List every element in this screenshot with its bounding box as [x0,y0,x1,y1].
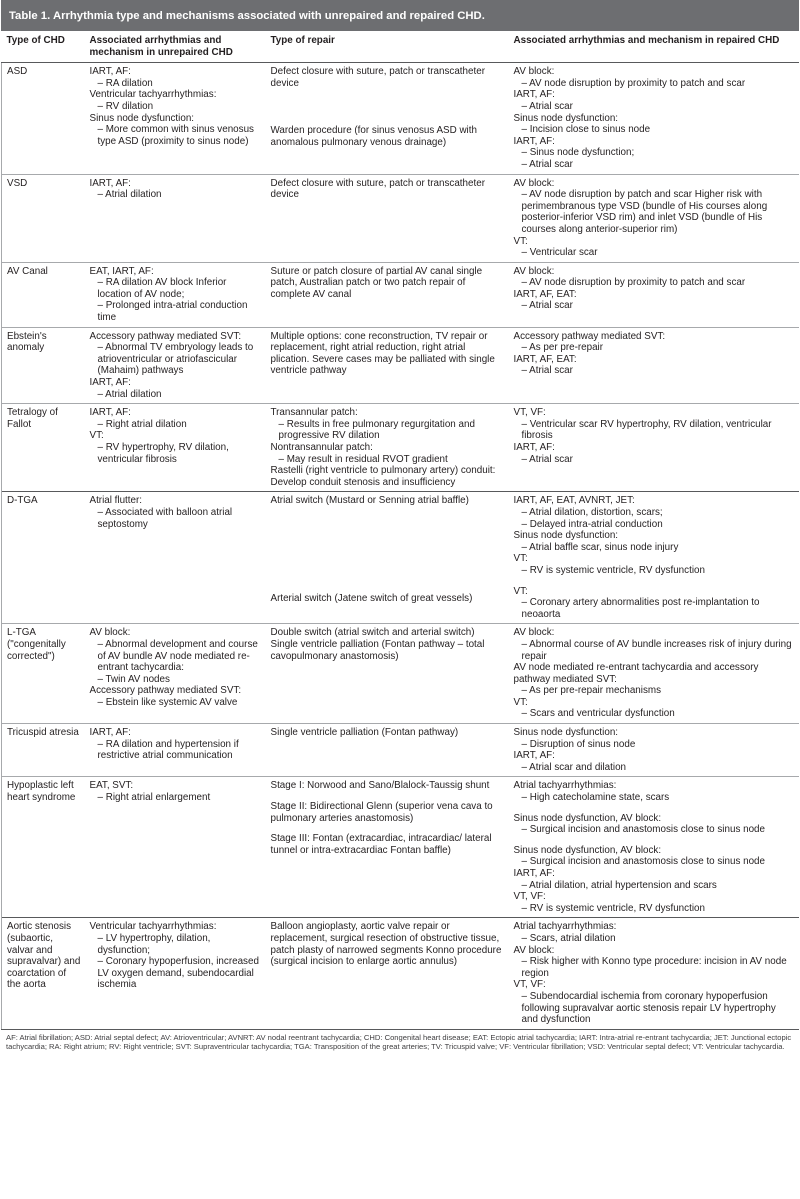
table-row [2,624,799,724]
cell-line: Rastelli (right ventricle to pulmonary artery) conduit: [270,465,496,477]
cell-line: – Atrial baffle scar, sinus node injury [521,541,679,553]
cell-line: – RV hypertrophy, RV dilation, ventricular fibrosis [97,442,229,465]
cell-line: – Surgical incision and anastomosis close to sinus node [521,824,765,836]
cell-unrepaired [85,262,266,327]
table-row [2,262,799,327]
table-row [2,327,799,404]
cell-line: IART, AF: [89,407,131,419]
cell-unrepaired [85,724,266,777]
cell-type: Aortic stenosis (subaortic, valvar and supravalvar) and coarctation of the aorta [2,918,85,1029]
cell-line: – Atrial scar [521,100,573,112]
cell-line: Warden procedure (for sinus venosus ASD with anomalous pulmonary venous drainage) [270,125,477,148]
cell-line: AV node mediated re-entrant tachycardia and accessory pathway mediated SVT: [513,662,759,685]
cell-type: AV Canal [2,262,85,327]
cell-line: AV block: [513,627,555,639]
table-caption: Table 1. Arrhythmia type and mechanisms associated with unrepaired and repaired CHD. [1,0,799,31]
cell-repaired [509,724,799,777]
cell-line: – Atrial scar [521,453,573,465]
cell-line: – AV node disruption by proximity to patch and scar [521,277,746,289]
cell-line: – Results in free pulmonary regurgitation and progressive RV dilation [278,418,475,442]
cell-repair [266,492,509,624]
cell-line: – High catecholamine state, scars [521,792,670,804]
cell-line: Atrial tachyarrhythmias: [513,780,617,792]
cell-line: – Disruption of sinus node [521,738,636,750]
cell-line: – Atrial scar and dilation [521,761,627,773]
cell-repaired [509,404,799,492]
cell-repaired [509,918,799,1029]
cell-type: VSD [2,174,85,262]
cell-line: IART, AF, EAT: [513,288,577,300]
cell-repaired [509,492,799,624]
cell-type: Ebstein's anomaly [2,327,85,404]
cell-line: – RA dilation AV block Inferior location of AV node; [97,277,227,300]
cell-line: VT: [513,553,528,565]
cell-line: Stage III: Fontan (extracardiac, intracardiac/ lateral tunnel or intra-extracardiac Fontan baffle) [270,833,492,856]
cell-line: IART, AF, EAT, AVNRT, JET: [513,495,635,507]
cell-unrepaired [85,624,266,724]
cell-unrepaired [85,404,266,492]
cell-line: AV block: [513,265,555,277]
cell-line: Accessory pathway mediated SVT: [89,330,242,342]
cell-unrepaired [85,492,266,624]
cell-line: Sinus node dysfunction, AV block: [513,812,662,824]
cell-line: – Atrial scar [521,158,573,170]
cell-line: Sinus node dysfunction: [513,112,619,124]
cell-line: IART, AF: [513,750,555,762]
cell-line: Suture or patch closure of partial AV canal single patch, Australian patch or two patch repair of complete AV canal [270,265,483,300]
cell-line: – Coronary hypoperfusion, increased LV oxygen demand, subendocardial ischemia [97,956,259,991]
cell-line: – AV node disruption by proximity to patch and scar [521,77,746,89]
cell-line: – LV hypertrophy, dilation, dysfunction; [97,932,211,956]
cell-line: – RA dilation [97,77,153,89]
cell-line: Nontransannular patch: [270,442,373,453]
cell-unrepaired [85,174,266,262]
table-footnote: AF: Atrial fibrillation; ASD: Atrial septal defect; AV: Atrioventricular; AVNRT: AV nodal reentrant tachycardia; CHD: Congenital heart disease; EAT: Ectopic atrial tachycardia; IART: Intra-atrial re-entrant tachycardia; JET: Junctional ectopic tachycardia; RA: Right atrium; RV: Right ventricle; SVT: Supraventricular tachycardia; TGA: Transposition of the great arteries; TV: Tricuspid valve; VF: Ventricular fibrillation; VSD: Ventricular septal defect; VT: Ventricular tachycardia. [1,1029,799,1055]
cell-line: – Delayed intra-atrial conduction [521,518,663,530]
cell-line: IART, AF, EAT: [513,353,577,365]
cell-line: – Prolonged intra-atrial conduction time [97,300,248,324]
cell-type: Hypoplastic left heart syndrome [2,777,85,918]
cell-repair [266,174,509,262]
table-document [1,0,799,1054]
cell-repair [266,624,509,724]
cell-line: – Sinus node dysfunction; [521,147,635,159]
cell-line: IART, AF: [513,135,555,147]
header-repaired: Associated arrhythmias and mechanism in repaired CHD [509,31,799,63]
table-row [2,174,799,262]
cell-line: – Risk higher with Konno type procedure: incision in AV node region [521,956,787,979]
cell-type: ASD [2,63,85,174]
cell-repair [266,777,509,918]
cell-line: – May result in residual RVOT gradient [278,453,448,465]
arrhythmia-table [1,31,799,1029]
cell-line: – Abnormal development and course of AV bundle AV node mediated re-entrant tachycardia: [97,638,258,674]
cell-line: Arterial switch (Jatene switch of great vessels) [270,592,473,604]
cell-line: – Abnormal TV embryology leads to atrioventricular or atriofascicular (Mahaim) pathways [97,342,254,377]
cell-repair [266,724,509,777]
cell-line: – RV is systemic ventricle, RV dysfunction [521,564,705,576]
cell-line: – Abnormal course of AV bundle increases risk of injury during repair [521,638,792,662]
cell-line: Atrial flutter: [89,495,143,507]
cell-repaired [509,624,799,724]
cell-line: Develop conduit stenosis and insufficiency [270,476,456,488]
cell-line: Multiple options: cone reconstruction, TV repair or replacement, right atrial reduction, right atrial plication. Severe cases may be palliated with single ventricle pathway [270,330,495,377]
cell-line: Accessory pathway mediated SVT: [513,330,666,342]
cell-repair [266,262,509,327]
cell-line: Balloon angioplasty, aortic valve repair or replacement, surgical resection of obstructive tissue, patch plasty of narrowed segments Konno procedure (surgical incision to enlarge aortic annulus) [270,921,502,968]
cell-line: – Ebstein like systemic AV valve [97,696,238,708]
cell-line: IART, AF: [89,177,131,189]
cell-line: – As per pre-repair mechanisms [521,685,662,697]
cell-repair [266,404,509,492]
cell-line: – Ventricular scar RV hypertrophy, RV dilation, ventricular fibrosis [521,418,772,442]
cell-line: – Scars and ventricular dysfunction [521,708,675,720]
cell-line: IART, AF: [513,442,555,453]
cell-line: – Incision close to sinus node [521,124,651,136]
cell-type: D-TGA [2,492,85,624]
cell-line: – Right atrial dilation [97,418,187,430]
cell-line: Single ventricle palliation (Fontan pathway – total cavopulmonary anastomosis) [270,638,485,662]
cell-line: Sinus node dysfunction: [513,530,619,542]
cell-line: Ventricular tachyarrhythmias: [89,921,217,933]
cell-line: Double switch (atrial switch and arterial switch) [270,627,475,639]
cell-repaired [509,777,799,918]
cell-line: – Twin AV nodes [97,673,170,685]
cell-line: VT: [89,430,104,442]
cell-line: – Coronary artery abnormalities post re-implantation to neoaorta [521,597,760,620]
cell-line: Defect closure with suture, patch or transcatheter device [270,66,485,89]
table-row [2,404,799,492]
cell-repaired [509,327,799,404]
cell-repaired [509,174,799,262]
cell-line: – Associated with balloon atrial septostomy [97,506,233,530]
cell-line: Single ventricle palliation (Fontan pathway) [270,727,459,739]
cell-line: AV block: [513,66,555,78]
cell-line: – More common with sinus venosus type ASD (proximity to sinus node) [97,124,254,147]
cell-line: Atrial tachyarrhythmias: [513,921,617,933]
cell-line: VT: [513,235,528,247]
cell-line: VT, VF: [513,979,546,991]
table-header-row [2,31,799,63]
cell-line: – Atrial scar [521,300,573,312]
cell-line: EAT, IART, AF: [89,265,154,277]
cell-line: Ventricular tachyarrhythmias: [89,89,217,101]
cell-line: Defect closure with suture, patch or transcatheter device [270,177,485,201]
cell-unrepaired [85,777,266,918]
cell-line: – RV dilation [97,100,154,112]
cell-line: – RA dilation and hypertension if restrictive atrial communication [97,738,239,762]
header-type: Type of CHD [2,31,85,63]
cell-line: Atrial switch (Mustard or Senning atrial baffle) [270,495,469,507]
table-row [2,63,799,174]
cell-line: – As per pre-repair [521,342,604,354]
cell-line: IART, AF: [89,377,131,389]
cell-line: – Scars, atrial dilation [521,932,616,944]
cell-line: – Atrial dilation, distortion, scars; [521,506,663,518]
table-row [2,724,799,777]
table-row [2,918,799,1029]
cell-line: – Atrial scar [521,365,573,377]
cell-repair [266,327,509,404]
cell-line: – Right atrial enlargement [97,792,211,804]
cell-repaired [509,262,799,327]
cell-line: AV block: [89,627,131,639]
cell-line: – Atrial dilation, atrial hypertension and scars [521,879,717,891]
cell-line: – Subendocardial ischemia from coronary hypoperfusion following supravalvar aortic stenosis repair LV hypertrophy and dysfunction [521,990,776,1026]
cell-line: VT, VF: [513,891,546,903]
cell-repair [266,918,509,1029]
cell-line: – RV is systemic ventricle, RV dysfunction [521,902,705,914]
cell-line: Sinus node dysfunction, AV block: [513,844,662,856]
cell-line: Sinus node dysfunction: [89,112,195,124]
cell-line: IART, AF: [513,89,555,101]
cell-line: IART, AF: [89,727,131,739]
cell-line: Stage II: Bidirectional Glenn (superior vena cava to pulmonary arteries anastomosis) [270,801,493,824]
cell-unrepaired [85,63,266,174]
cell-line: AV block: [513,944,555,956]
cell-type: L-TGA ("congenitally corrected") [2,624,85,724]
cell-line: Accessory pathway mediated SVT: [89,685,242,697]
cell-line: EAT, SVT: [89,780,134,792]
cell-line: – Atrial dilation [97,388,162,400]
cell-type: Tetralogy of Fallot [2,404,85,492]
cell-line: Stage I: Norwood and Sano/Blalock-Taussig shunt [270,780,490,792]
cell-line: AV block: [513,177,555,189]
cell-type: Tricuspid atresia [2,724,85,777]
cell-line: VT: [513,585,528,597]
cell-line: Transannular patch: [270,407,358,419]
cell-line: IART, AF: [89,66,131,78]
cell-line: Sinus node dysfunction: [513,727,619,739]
cell-line: – Surgical incision and anastomosis close to sinus node [521,856,765,868]
cell-line: IART, AF: [513,868,555,879]
cell-repair [266,63,509,174]
table-row [2,777,799,918]
table-row [2,492,799,624]
cell-line: – Ventricular scar [521,247,598,259]
table-body [2,63,799,1029]
cell-repaired [509,63,799,174]
cell-line: VT: [513,696,528,708]
cell-unrepaired [85,327,266,404]
cell-line: VT, VF: [513,407,546,419]
header-repair: Type of repair [266,31,509,63]
cell-unrepaired [85,918,266,1029]
cell-line: – AV node disruption by patch and scar Higher risk with perimembranous type VSD (bundle of His courses along posterior-inferior VSD rim) and inlet VSD (bundle of His courses along anterior-superior rim) [521,189,768,235]
cell-line: – Atrial dilation [97,189,162,201]
header-unrepaired: Associated arrhythmias and mechanism in unrepaired CHD [85,31,266,63]
